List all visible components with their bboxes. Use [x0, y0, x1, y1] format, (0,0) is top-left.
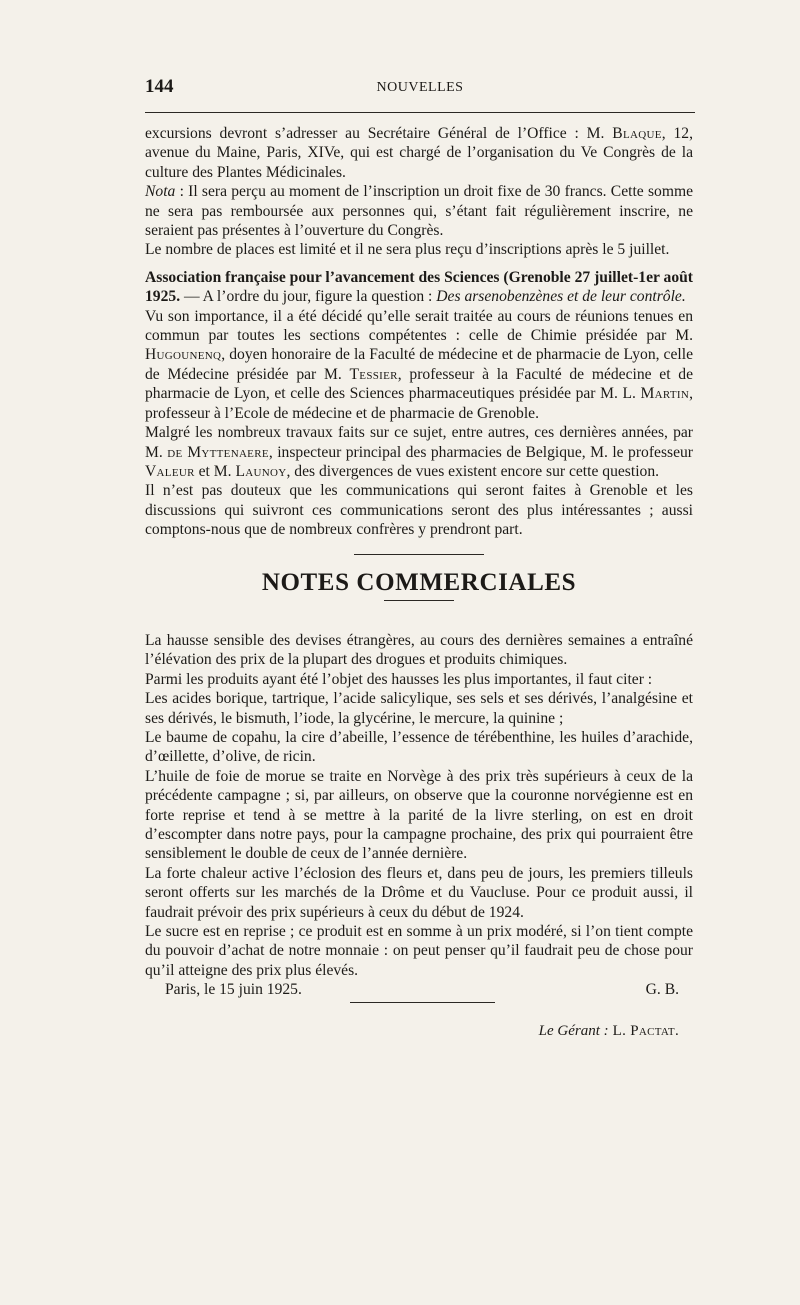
notes-paragraph: Les acides borique, tartrique, l’acide salicylique, ses sels et ses dérivés, l’analgésine et ses dérivés, le bismuth, l’iode, la glycérine, le mercure, la quinine ;: [145, 690, 693, 727]
person-name: Tessier: [349, 365, 398, 383]
author-initials: G. B.: [645, 981, 679, 999]
end-rule: [350, 1002, 495, 1003]
association-paragraph-3: [145, 423, 693, 481]
intro-text-2: , 12, avenue du Maine, Paris, XIVe, qui est chargé de l’organisation du Ve Congrès de la culture des Plantes Médicinales.: [145, 125, 693, 181]
person-name: Blaque: [612, 125, 662, 142]
notes-paragraph: Le baume de copahu, la cire d’abeille, l’essence de térébenthine, les huiles d’arachide, d’œillette, d’olive, de ricin.: [145, 728, 693, 766]
gerant-label: Le Gérant :: [538, 1023, 609, 1040]
association-title: Association française pour l’avancement des Sciences (Grenoble 27 juillet-1er août 1925.: [145, 268, 693, 306]
person-name: Launoy: [235, 462, 287, 480]
association-paragraph-2: [145, 307, 693, 423]
section-divider: [354, 554, 484, 555]
notes-paragraph: Parmi les produits ayant été l’objet des hausses les plus importantes, il faut citer :: [145, 670, 653, 688]
running-title: NOUVELLES: [376, 80, 464, 95]
places-paragraph: Le nombre de places est limité et il ne sera plus reçu d’inscriptions après le 5 juillet.: [145, 241, 670, 259]
text-run: , professeur à la Faculté de médecine et de pharmacie de Lyon, et celle des Sciences pharmaceutiques présidée par M. L.: [145, 365, 693, 403]
text-run: et M.: [194, 462, 236, 480]
intro-text-1: excursions devront s’adresser au Secrétaire Général de l’Office : M.: [145, 125, 613, 142]
person-name: Hugounenq: [145, 346, 222, 364]
association-text: — A l’ordre du jour, figure la question :: [180, 288, 437, 306]
association-paragraph: [145, 268, 693, 307]
person-name: Valeur: [145, 462, 195, 480]
gerant-line: [145, 1022, 693, 1041]
gerant-name: L. Pactat.: [608, 1023, 679, 1040]
signature-line: [145, 980, 693, 1000]
text-run: , des divergences de vues existent encore sur cette question.: [286, 462, 660, 480]
spacer: [145, 540, 693, 554]
person-name: Martin: [640, 385, 690, 403]
notes-paragraph: La hausse sensible des devises étrangères, au cours des dernières semaines a entraîné l’élévation des prix de la plupart des drogues et produits chimiques.: [145, 631, 693, 669]
header-rule: [145, 112, 695, 113]
text-run: Vu son importance, il a été décidé qu’elle serait traitée au cours de réunions tenues en commun par toutes les sections compétentes : celle de Chimie présidée par M.: [145, 307, 693, 345]
page-number: 144: [145, 76, 174, 97]
person-name: de Myttenaere: [167, 443, 269, 461]
association-paragraph-4: Il n’est pas douteux que les communications qui seront faites à Grenoble et les discussions qui suivront ces communications seront des plus intéressantes ; aussi comptons-nous que de nombreux confrères y prendront part.: [145, 482, 693, 539]
text-run: , doyen honoraire de la Faculté de médecine et de pharmacie de Lyon, celle de Médecine présidée par M.: [145, 346, 693, 383]
section-title: NOTES COMMERCIALES: [261, 568, 577, 596]
association-question: Des arsenobenzènes et de leur contrôle.: [436, 288, 686, 306]
text-run: Malgré les nombreux travaux faits sur ce sujet, entre autres, ces dernières années, par M.: [145, 424, 693, 461]
text-run: , professeur à l’Ecole de médecine et de pharmacie de Grenoble.: [145, 385, 693, 422]
notes-paragraph: L’huile de foie de morue se traite en Norvège à des prix très supérieurs à ceux de la précédente campagne ; si, par ailleurs, on observe que la couronne norvégienne est en forte reprise et tend à se mettre à la parité de la livre sterling, on est en droit d’escompter dans notre pays, pour la campagne prochaine, des prix qui pourraient être sensiblement le double de ceux de l’année dernière.: [145, 767, 693, 863]
notes-body: [145, 631, 693, 980]
spacer: [145, 260, 693, 268]
nota-paragraph: [145, 182, 693, 240]
notes-paragraph: Le sucre est en reprise ; ce produit est en somme à un prix modéré, si l’on tient compte du pouvoir d’achat de notre monnaie : on peut penser qu’il faudrait peu de chose pour qu’il atteigne des prix plus élevés.: [145, 923, 693, 979]
notes-paragraph: La forte chaleur active l’éclosion des fleurs et, dans peu de jours, les premiers tilleuls seront offerts sur les marchés de la Drôme et du Vaucluse. Pour ce produit aussi, il faudrait prévoir des prix supérieurs à ceux du début de 1924.: [145, 864, 693, 921]
title-rule: [384, 600, 454, 601]
page-header: [145, 76, 695, 102]
page-body: [145, 124, 693, 1042]
place-date: Paris, le 15 juin 1925.: [165, 981, 302, 999]
nota-text: : Il sera perçu au moment de l’inscription un droit fixe de 30 francs. Cette somme ne sera pas remboursée aux personnes qui, s’étant fait régulièrement inscrire, ne seraient pas présentes à l’ouverture du Congrès.: [145, 183, 693, 240]
text-run: , inspecteur principal des pharmacies de Belgique, M. le professeur: [268, 443, 693, 461]
intro-paragraph: [145, 124, 693, 182]
nota-label: Nota: [145, 183, 176, 201]
